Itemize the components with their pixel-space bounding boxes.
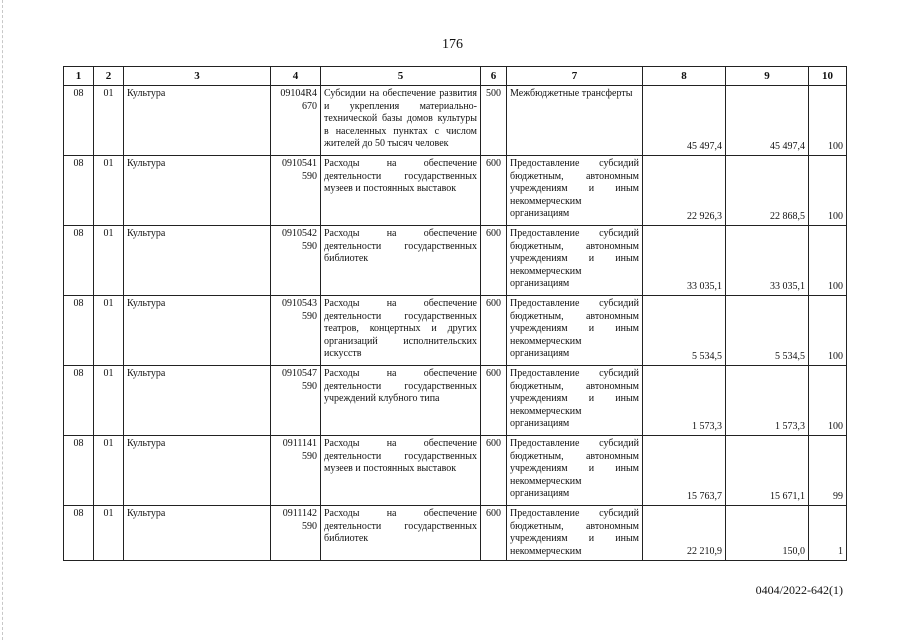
actual-amount-cell: 5 534,5 [726,296,809,366]
subsection-code-cell: 01 [94,226,124,296]
expense-type-name-cell: Предоставление субсидий бюджетным, автономным учреждениям и иным некоммерческим организациям [507,156,643,226]
subsection-code-cell: 01 [94,86,124,156]
section-name-cell: Культура [124,296,271,366]
expense-type-code-cell: 600 [481,226,507,296]
column-header: 10 [809,67,847,86]
actual-amount-cell: 1 573,3 [726,366,809,436]
expense-type-code-cell: 600 [481,506,507,561]
subsection-code-cell: 01 [94,366,124,436]
subsection-code-cell: 01 [94,436,124,506]
percent-cell: 100 [809,156,847,226]
expense-type-name-cell: Предоставление субсидий бюджетным, автономным учреждениям и иным некоммерческим организациям [507,226,643,296]
column-header: 7 [507,67,643,86]
table-row [64,296,847,366]
percent-cell: 100 [809,366,847,436]
table-row [64,506,847,561]
percent-cell: 1 [809,506,847,561]
column-header: 3 [124,67,271,86]
planned-amount-cell: 22 210,9 [643,506,726,561]
planned-amount-cell: 22 926,3 [643,156,726,226]
planned-amount-cell: 33 035,1 [643,226,726,296]
planned-amount-cell: 45 497,4 [643,86,726,156]
column-header: 1 [64,67,94,86]
expense-type-code-cell: 600 [481,436,507,506]
section-name-cell: Культура [124,506,271,561]
section-code-cell: 08 [64,296,94,366]
expense-type-name-cell: Предоставление субсидий бюджетным, автономным учреждениям и иным некоммерческим организациям [507,366,643,436]
actual-amount-cell: 33 035,1 [726,226,809,296]
target-article-cell: 0911141 590 [271,436,321,506]
table-row [64,86,847,156]
subsection-code-cell: 01 [94,156,124,226]
percent-cell: 100 [809,86,847,156]
actual-amount-cell: 22 868,5 [726,156,809,226]
expense-type-code-cell: 600 [481,156,507,226]
section-name-cell: Культура [124,156,271,226]
purpose-cell: Расходы на обеспечение деятельности государственных библиотек [321,226,481,296]
budget-table [63,66,847,561]
column-header: 4 [271,67,321,86]
section-name-cell: Культура [124,366,271,436]
subsection-code-cell: 01 [94,296,124,366]
scan-margin-line [2,0,3,640]
purpose-cell: Расходы на обеспечение деятельности государственных музеев и постоянных выставок [321,156,481,226]
purpose-cell: Расходы на обеспечение деятельности государственных библиотек [321,506,481,561]
table-body [64,86,847,561]
target-article-cell: 09104R4 670 [271,86,321,156]
section-code-cell: 08 [64,86,94,156]
column-header: 9 [726,67,809,86]
percent-cell: 99 [809,436,847,506]
target-article-cell: 0910543 590 [271,296,321,366]
actual-amount-cell: 15 671,1 [726,436,809,506]
target-article-cell: 0910542 590 [271,226,321,296]
planned-amount-cell: 15 763,7 [643,436,726,506]
planned-amount-cell: 5 534,5 [643,296,726,366]
actual-amount-cell: 150,0 [726,506,809,561]
percent-cell: 100 [809,226,847,296]
target-article-cell: 0910541 590 [271,156,321,226]
column-header: 6 [481,67,507,86]
target-article-cell: 0910547 590 [271,366,321,436]
column-header: 2 [94,67,124,86]
header-row [64,67,847,86]
expense-type-name-cell: Межбюджетные трансферты [507,86,643,156]
section-code-cell: 08 [64,226,94,296]
section-code-cell: 08 [64,506,94,561]
section-code-cell: 08 [64,436,94,506]
section-name-cell: Культура [124,86,271,156]
planned-amount-cell: 1 573,3 [643,366,726,436]
page-number: 176 [442,37,463,52]
table-row [64,156,847,226]
purpose-cell: Расходы на обеспечение деятельности государственных музеев и постоянных выставок [321,436,481,506]
document-stamp: 0404/2022-642(1) [755,583,843,597]
expense-type-name-cell: Предоставление субсидий бюджетным, автономным учреждениям и иным некоммерческим [507,506,643,561]
purpose-cell: Расходы на обеспечение деятельности государственных учреждений клубного типа [321,366,481,436]
expense-type-name-cell: Предоставление субсидий бюджетным, автономным учреждениям и иным некоммерческим организациям [507,436,643,506]
actual-amount-cell: 45 497,4 [726,86,809,156]
subsection-code-cell: 01 [94,506,124,561]
expense-type-code-cell: 500 [481,86,507,156]
section-name-cell: Культура [124,436,271,506]
target-article-cell: 0911142 590 [271,506,321,561]
table-row [64,226,847,296]
percent-cell: 100 [809,296,847,366]
expense-type-code-cell: 600 [481,296,507,366]
section-code-cell: 08 [64,366,94,436]
expense-type-name-cell: Предоставление субсидий бюджетным, автономным учреждениям и иным некоммерческим организациям [507,296,643,366]
purpose-cell: Субсидии на обеспечение развития и укрепления материально-технической базы домов культуры в населенных пунктах с числом жителей до 50 тысяч человек [321,86,481,156]
column-header: 8 [643,67,726,86]
section-code-cell: 08 [64,156,94,226]
table-row [64,366,847,436]
purpose-cell: Расходы на обеспечение деятельности государственных театров, концертных и других организаций исполнительских искусств [321,296,481,366]
column-header: 5 [321,67,481,86]
section-name-cell: Культура [124,226,271,296]
expense-type-code-cell: 600 [481,366,507,436]
table-row [64,436,847,506]
